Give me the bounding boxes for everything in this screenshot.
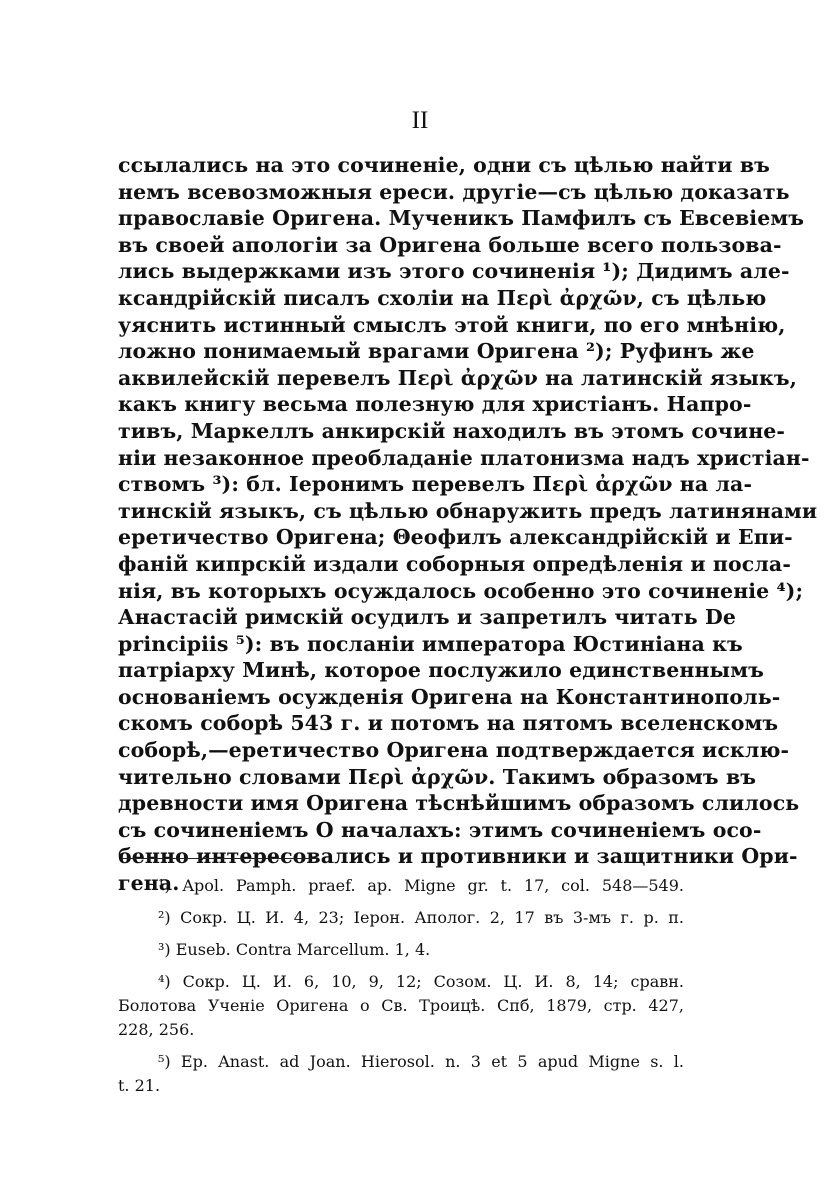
footnote-5: ⁵) Ep. Anast. ad Joan. Hierosol. n. 3 et 5 apud Migne s. l. (158, 1052, 684, 1071)
body-line: нія, въ которыхъ осуждалось особенно это сочиненіе ⁴); (118, 578, 804, 603)
footnote-4-cont: Болотова Ученіе Оригена о Св. Троицѣ. Спб, 1879, стр. 427, (118, 996, 684, 1015)
body-line: тивъ, Маркеллъ анкирскій находилъ въ этомъ сочине- (118, 418, 786, 443)
body-line: съ сочиненіемъ О началахъ: этимъ сочиненіемъ осо- (118, 817, 762, 842)
body-text (118, 152, 818, 897)
body-line: въ своей апологіи за Оригена больше всего пользова- (118, 232, 782, 257)
footnote-1: ¹) Apol. Pamph. praef. ap. Migne gr. t. 17, col. 548—549. (158, 876, 684, 895)
body-line: ксандрійскій писалъ схоліи на Περὶ ἀρχῶν, съ цѣлью (118, 285, 767, 310)
page-number: II (411, 107, 429, 134)
body-line: principiis ⁵): въ посланіи императора Юстиніана къ (118, 631, 743, 656)
body-line: ствомъ ³): бл. Іеронимъ перевелъ Περὶ ἀρχῶν на ла- (118, 472, 753, 497)
body-line: ссылались на это сочиненіе, одни съ цѣлью найти въ (118, 153, 771, 177)
footnote-4-end: 228, 256. (118, 1020, 195, 1039)
body-line: какъ книгу весьма полезную для христіанъ. Напро- (118, 392, 752, 417)
footnote-3: ³) Euseb. Contra Marcellum. 1, 4. (158, 940, 431, 959)
body-line: скомъ соборѣ 543 г. и потомъ на пятомъ вселенскомъ (118, 711, 779, 736)
body-line: чительно словами Περὶ ἀρχῶν. Такимъ образомъ въ (118, 764, 757, 789)
body-line: ложно понимаемый врагами Оригена ²); Руфинъ же (118, 339, 755, 364)
footnote-divider (121, 858, 317, 859)
footnote-4: ⁴) Сокр. Ц. И. 6, 10, 9, 12; Созом. Ц. И. 8, 14; сравн. (158, 972, 684, 991)
body-line: фаній кипрскій издали соборныя опредѣленія и посла- (118, 551, 791, 576)
body-line: православіе Оригена. Мученикъ Памфилъ съ Евсевіемъ (118, 206, 805, 231)
body-line: ніи незаконное преобладаніе платонизма надъ христіан- (118, 445, 810, 470)
body-line: тинскій языкъ, съ цѣлью обнаружить предъ латинянами (118, 498, 818, 523)
footnotes (118, 874, 684, 1098)
body-line: уяснить истинный смыслъ этой книги, по его мнѣнію, (118, 312, 786, 337)
body-line: бенно интересовались и противники и защитники Ори- (118, 844, 798, 869)
body-line: патріарху Минѣ, которое послужило единственнымъ (118, 658, 764, 683)
body-line: немъ всевозможныя ереси. другіе—съ цѣлью доказать (118, 179, 790, 204)
body-line: лись выдержками изъ этого сочиненія ¹); Дидимъ але- (118, 259, 790, 284)
footnote-5-end: t. 21. (118, 1076, 161, 1095)
body-line: древности имя Оригена тѣснѣйшимъ образомъ слилось (118, 791, 800, 816)
body-line: основаніемъ осужденія Оригена на Константинополь- (118, 684, 781, 709)
body-line: аквилейскій перевелъ Περὶ ἀρχῶν на латинскій языкъ, (118, 365, 797, 390)
body-line: гена. (118, 871, 180, 896)
body-line: соборѣ,—еретичество Оригена подтверждается исклю- (118, 738, 790, 763)
body-line: еретичество Оригена; Θеофилъ александрійскій и Епи- (118, 525, 793, 550)
body-line: Анастасій римскій осудилъ и запретилъ читать De (118, 605, 737, 630)
footnote-2: ²) Сокр. Ц. И. 4, 23; Іерон. Аполог. 2, 17 въ 3-мъ г. р. п. (158, 908, 684, 927)
